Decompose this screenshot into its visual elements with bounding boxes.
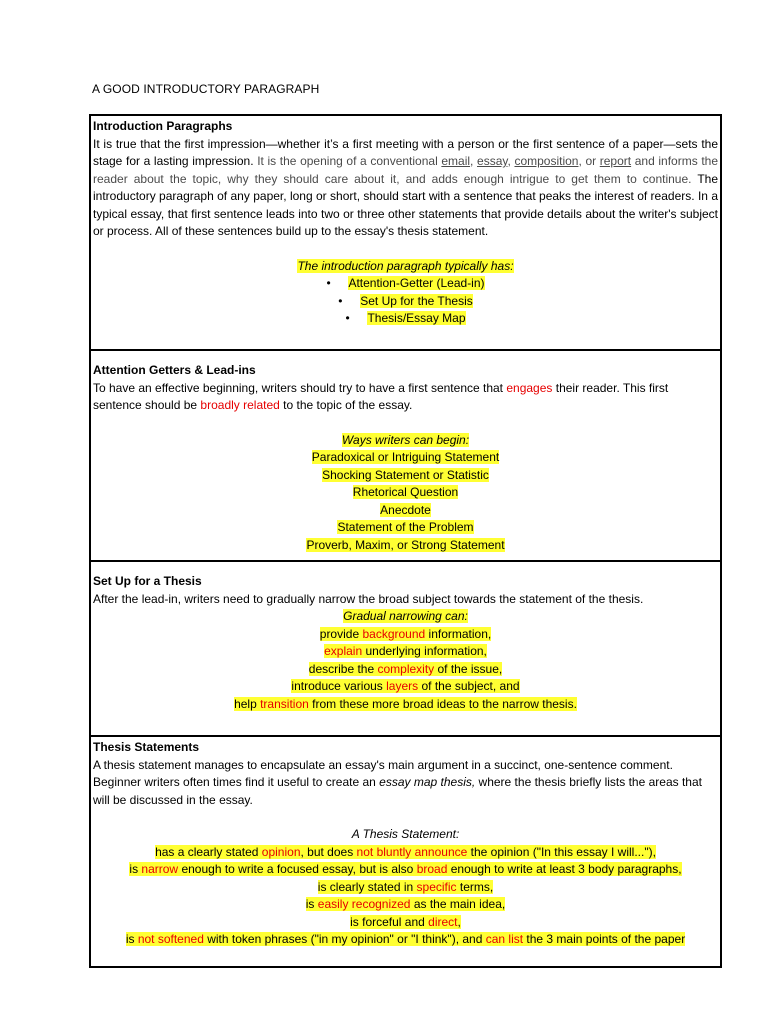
- intro-list: [93, 275, 718, 328]
- list-item: is narrow enough to write a focused essay, but is also broad enough to write at least 3 body paragraphs,: [129, 862, 682, 876]
- section-introduction: [91, 116, 720, 349]
- link-essay[interactable]: essay: [477, 154, 508, 168]
- list-item: Shocking Statement or Statistic: [322, 467, 489, 482]
- ways-list: [93, 449, 718, 554]
- list-item: Anecdote: [380, 502, 431, 517]
- list-item-label: Set Up for the Thesis: [360, 293, 473, 308]
- section-thesis-statements: [91, 735, 720, 966]
- list-item: [93, 275, 718, 293]
- list-title: A Thesis Statement:: [351, 827, 460, 841]
- section-heading: Attention Getters & Lead-ins: [93, 363, 256, 377]
- section-heading: Set Up for a Thesis: [93, 574, 202, 588]
- list-item-label: Thesis/Essay Map: [367, 311, 466, 325]
- section-setup-thesis: [91, 560, 720, 735]
- emphasis-text: engages: [506, 380, 553, 395]
- thesis-criteria-list: [93, 844, 718, 949]
- body-text: where the thesis briefly lists the areas that will be discussed in the essay.: [93, 775, 702, 807]
- list-item: provide background information,: [319, 626, 492, 641]
- section-heading: Thesis Statements: [93, 740, 200, 754]
- body-text: To have an effective beginning, writers should try to have a first sentence that: [93, 380, 507, 395]
- list-title: Ways writers can begin:: [341, 432, 470, 447]
- emphasis-text: broadly related: [200, 398, 280, 412]
- body-text: their reader. This first sentence should be: [93, 380, 669, 412]
- list-item: is clearly stated in specific terms,: [317, 879, 494, 894]
- attention-paragraph: [93, 380, 718, 415]
- list-item: describe the complexity of the issue,: [308, 661, 503, 676]
- list-title: The introduction paragraph typically has:: [297, 258, 514, 273]
- narrowing-list: [93, 626, 718, 714]
- list-item: introduce various layers of the subject, and: [291, 679, 520, 693]
- separator: ,: [470, 154, 478, 168]
- page-title: A GOOD INTRODUCTORY PARAGRAPH: [92, 82, 320, 96]
- intro-text: The introductory paragraph of any paper, long or short, should start with a sentence that peaks the interest of readers. In a typical essay, that first sentence leads into two or three other statements that provide details about the writer's subject or process. All of these sentences build up to the essay's thesis statement.: [93, 171, 719, 238]
- list-item: is easily recognized as the main idea,: [305, 897, 506, 911]
- list-item: is not softened with token phrases ("in my opinion" or "I think"), and can list the 3 main points of the paper: [125, 932, 686, 946]
- separator: ,: [507, 154, 515, 168]
- list-item: is forceful and direct,: [350, 914, 461, 929]
- list-item: has a clearly stated opinion, but does not bluntly announce the opinion ("In this essay I will..."),: [155, 844, 656, 859]
- list-item: explain underlying information,: [324, 644, 487, 658]
- list-item: [93, 310, 718, 328]
- list-item: [93, 293, 718, 311]
- list-item: Paradoxical or Intriguing Statement: [311, 450, 500, 464]
- intro-text: It is the opening of a conventional: [253, 154, 442, 168]
- link-report[interactable]: report: [599, 154, 632, 168]
- link-email[interactable]: email: [441, 154, 471, 168]
- list-title: Gradual narrowing can:: [343, 609, 468, 623]
- thesis-paragraph: [93, 757, 718, 810]
- italic-term: essay map thesis,: [379, 775, 476, 789]
- intro-text: and informs the reader about the topic, why they should care about it, and adds enough intrigue to get them to continue.: [93, 154, 719, 186]
- list-item-label: Attention-Getter (Lead-in): [348, 276, 485, 290]
- section-attention-getters: [91, 349, 720, 560]
- body-text: A thesis statement manages to encapsulate an essay's main argument in a succinct, one-sentence comment. Beginner writers often times find it useful to create an: [93, 757, 673, 789]
- bullet-icon: •: [338, 293, 343, 308]
- intro-paragraph: [93, 136, 718, 241]
- intro-text: It is true that the first impression—whether it’s a first meeting with a person or the first sentence of a paper—sets the stage for a lasting impression.: [93, 136, 718, 168]
- bullet-icon: •: [345, 311, 350, 325]
- list-item: Rhetorical Question: [352, 485, 459, 499]
- section-heading: Introduction Paragraphs: [93, 119, 233, 133]
- content-table: [89, 114, 722, 968]
- bullet-icon: •: [326, 276, 331, 290]
- list-item: help transition from these more broad ideas to the narrow thesis.: [234, 696, 577, 711]
- link-composition[interactable]: composition: [514, 154, 579, 168]
- list-item: Proverb, Maxim, or Strong Statement: [306, 537, 505, 552]
- body-text: to the topic of the essay.: [279, 398, 413, 412]
- setup-paragraph: After the lead-in, writers need to gradually narrow the broad subject towards the statement of the thesis.: [93, 591, 644, 606]
- separator: , or: [578, 154, 600, 168]
- list-item: Statement of the Problem: [337, 520, 474, 534]
